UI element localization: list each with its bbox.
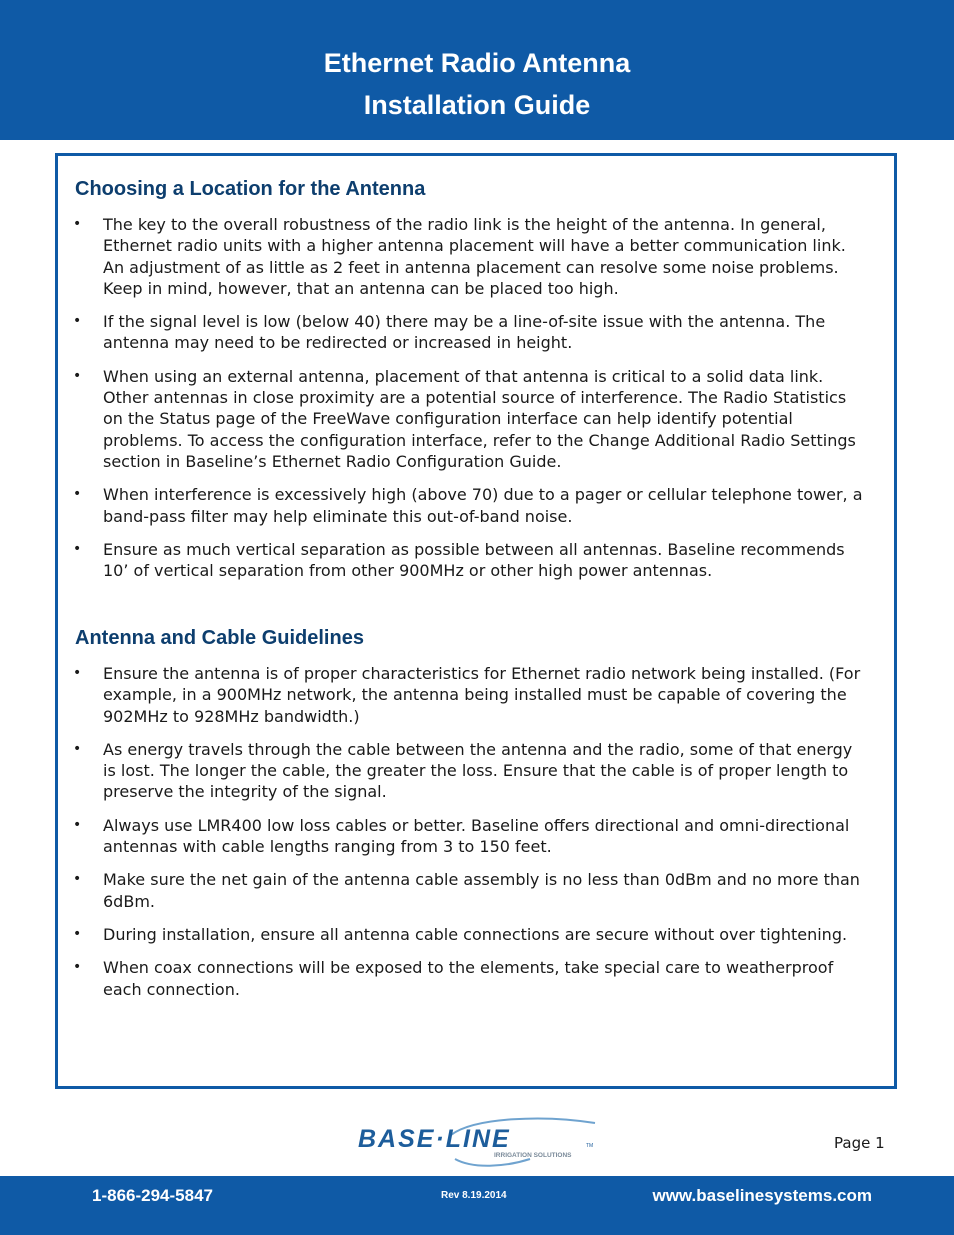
location-bullet-list bbox=[58, 214, 894, 593]
list-item bbox=[58, 924, 894, 945]
page-header bbox=[0, 0, 954, 140]
list-item-text: During installation, ensure all antenna cable connections are secure without over tightening. bbox=[103, 924, 848, 944]
bullet-dot-icon: • bbox=[73, 367, 82, 384]
list-item bbox=[58, 739, 894, 803]
list-item-text: Ensure as much vertical separation as possible between all antennas. Baseline recommends 10’ of vertical separation from other 900MHz or other high power antennas. bbox=[103, 539, 845, 581]
list-item-text: As energy travels through the cable between the antenna and the radio, some of that energy is lost. The longer the cable, the greater the loss. Ensure that the cable is of proper length to preserve the integrity of the signal. bbox=[103, 739, 853, 802]
bullet-dot-icon: • bbox=[73, 959, 82, 976]
list-item-text: Ensure the antenna is of proper characteristics for Ethernet radio network being installed. (For example, in a 900MHz network, the antenna being installed must be capable of covering the 902MHz to 928MHz bandwidth.) bbox=[103, 664, 861, 726]
list-item bbox=[58, 869, 894, 912]
logo-wordmark: BASE·LINE bbox=[358, 1125, 511, 1153]
list-item-text: Make sure the net gain of the antenna cable assembly is no less than 0dBm and no more than 6dBm. bbox=[103, 870, 860, 911]
bullet-dot-icon: • bbox=[73, 740, 82, 757]
list-item bbox=[58, 663, 894, 727]
logo-tagline: IRRIGATION SOLUTIONS bbox=[494, 1152, 572, 1159]
list-item-text: Always use LMR400 low loss cables or better. Baseline offers directional and omni-directional antennas with cable lengths ranging from 3 to 150 feet. bbox=[103, 815, 850, 857]
section-title-location: Choosing a Location for the Antenna bbox=[75, 178, 426, 200]
page-number: Page 1 bbox=[834, 1134, 885, 1152]
list-item bbox=[58, 815, 894, 858]
list-item bbox=[58, 957, 894, 1000]
logo-swoosh-bottom bbox=[455, 1159, 530, 1166]
footer-website-link[interactable]: www.baselinesystems.com bbox=[652, 1186, 872, 1205]
bullet-dot-icon: • bbox=[73, 216, 82, 232]
footer-phone: 1-866-294-5847 bbox=[92, 1186, 213, 1205]
list-item bbox=[58, 484, 894, 527]
list-item bbox=[58, 311, 894, 354]
page-footer bbox=[0, 1176, 954, 1235]
footer-revision: Rev 8.19.2014 bbox=[441, 1190, 507, 1201]
bullet-dot-icon: • bbox=[73, 816, 82, 833]
document-title-line-2: Installation Guide bbox=[363, 90, 591, 120]
bullet-dot-icon: • bbox=[73, 486, 82, 503]
section-title-cable: Antenna and Cable Guidelines bbox=[75, 627, 364, 649]
logo-trademark: TM bbox=[586, 1143, 594, 1149]
bullet-dot-icon: • bbox=[73, 925, 82, 942]
baseline-logo bbox=[355, 1115, 600, 1167]
document-title-line-1: Ethernet Radio Antenna bbox=[323, 48, 631, 78]
bullet-dot-icon: • bbox=[73, 313, 82, 330]
list-item bbox=[58, 214, 894, 299]
bullet-dot-icon: • bbox=[73, 871, 82, 888]
list-item-text: When using an external antenna, placement of that antenna is critical to a solid data link. Other antennas in close proximity are a potential source of interference. The Radio Statistics on the Status page of the FreeWave configuration interface can help identify potential problems. To access the configuration interface, refer to the Change Additional Radio Settings section in Baseline’s Ethernet Radio Configuration Guide. bbox=[103, 366, 856, 471]
content-frame bbox=[55, 153, 897, 1089]
list-item bbox=[58, 539, 894, 582]
bullet-dot-icon: • bbox=[73, 665, 82, 681]
list-item-text: When coax connections will be exposed to the elements, take special care to weatherproof each connection. bbox=[103, 958, 834, 999]
bullet-dot-icon: • bbox=[73, 540, 82, 557]
list-item-text: When interference is excessively high (above 70) due to a pager or cellular telephone tower, a band-pass filter may help eliminate this out-of-band noise. bbox=[103, 485, 863, 526]
list-item-text: The key to the overall robustness of the radio link is the height of the antenna. In general, Ethernet radio units with a higher antenna placement will have a better communication link. An adjustment of as little as 2 feet in antenna placement can resolve some noise problems. Keep in mind, however, that an antenna can be placed too high. bbox=[103, 215, 846, 298]
cable-bullet-list bbox=[58, 663, 894, 1012]
list-item bbox=[58, 366, 894, 472]
list-item-text: If the signal level is low (below 40) there may be a line-of-site issue with the antenna. The antenna may need to be redirected or increased in height. bbox=[103, 312, 826, 353]
